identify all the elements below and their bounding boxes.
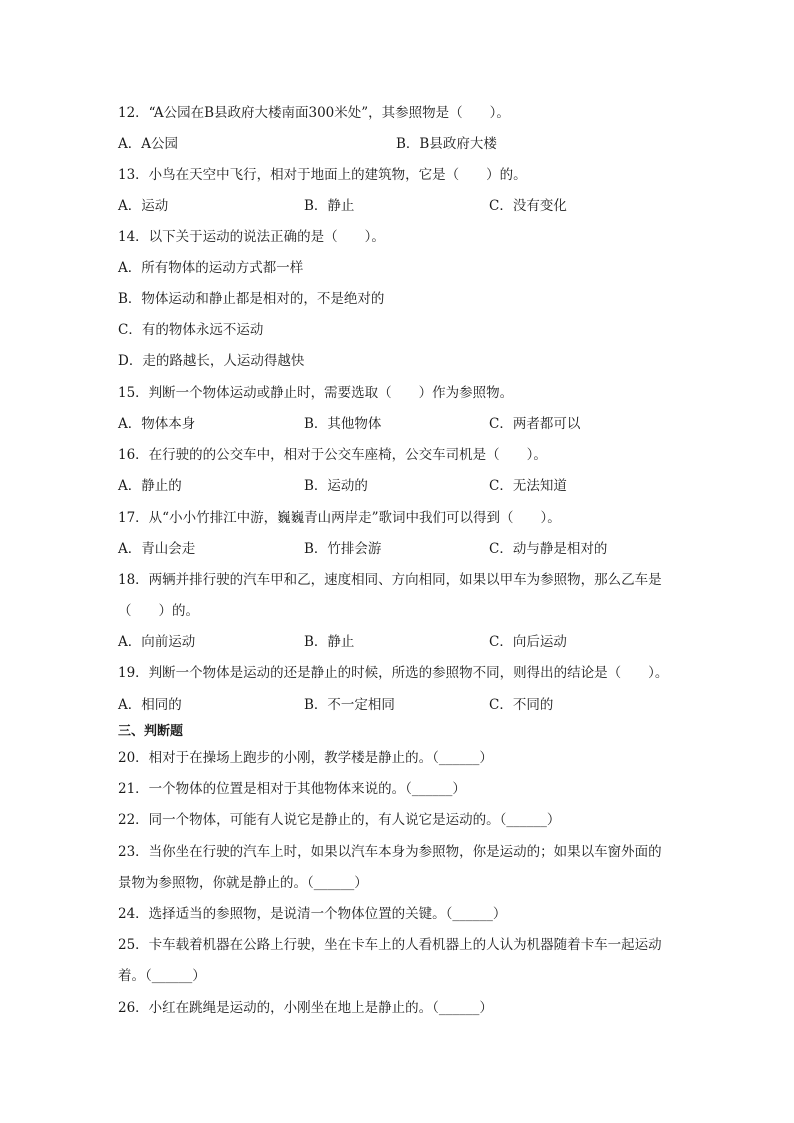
question-12-option-b: B．B县政府大楼 <box>396 136 497 152</box>
question-24: 24．选择适当的参照物，是说清一个物体位置的关键。（______） <box>118 906 507 922</box>
question-16-stem: 16．在行驶的的公交车中，相对于公交车座椅，公交车司机是（ ）。 <box>118 447 547 463</box>
question-14-option-d: D．走的路越长，人运动得越快 <box>118 353 305 369</box>
question-16-option-a: A．静止的 <box>118 478 182 494</box>
question-12-option-a: A．A公园 <box>118 136 178 152</box>
question-13-option-a: A．运动 <box>118 198 169 214</box>
question-26: 26．小红在跳绳是运动的，小刚坐在地上是静止的。（______） <box>118 1000 493 1016</box>
question-15-option-c: C．两者都可以 <box>489 416 581 432</box>
question-21: 21．一个物体的位置是相对于其他物体来说的。（______） <box>118 781 466 797</box>
question-17-option-a: A．青山会走 <box>118 541 196 557</box>
question-22: 22．同一个物体，可能有人说它是静止的，有人说它是运动的。（______） <box>118 812 561 828</box>
question-18-option-c: C．向后运动 <box>489 634 567 650</box>
question-19-option-b: B．不一定相同 <box>304 697 395 713</box>
question-17-option-b: B．竹排会游 <box>304 541 382 557</box>
question-18-stem-line2: （ ）的。 <box>118 603 199 619</box>
question-18-option-b: B．静止 <box>304 634 355 650</box>
question-16-option-c: C．无法知道 <box>489 478 567 494</box>
question-17-stem: 17．从“小小竹排江中游，巍巍青山两岸走”歌词中我们可以得到（ ）。 <box>118 510 561 526</box>
question-14-option-a: A．所有物体的运动方式都一样 <box>118 260 304 276</box>
question-15-option-a: A．物体本身 <box>118 416 196 432</box>
question-15-option-b: B．其他物体 <box>304 416 382 432</box>
question-19-stem: 19．判断一个物体是运动的还是静止的时候，所选的参照物不同，则得出的结论是（ ）。 <box>118 665 669 681</box>
question-25-line1: 25．卡车载着机器在公路上行驶，坐在卡车上的人看机器上的人认为机器随着卡车一起运动 <box>118 937 662 953</box>
question-17-option-c: C．动与静是相对的 <box>489 541 608 557</box>
question-19-option-a: A．相同的 <box>118 697 182 713</box>
question-18-stem-line1: 18．两辆并排行驶的汽车甲和乙，速度相同、方向相同，如果以甲车为参照物，那么乙车是 <box>118 572 662 588</box>
question-16-option-b: B．运动的 <box>304 478 368 494</box>
question-14-option-c: C．有的物体永远不运动 <box>118 322 264 338</box>
question-13-stem: 13．小鸟在天空中飞行，相对于地面上的建筑物，它是（ ）的。 <box>118 167 527 183</box>
section-heading-judgement: 三、判断题 <box>118 724 184 739</box>
question-13-option-c: C．没有变化 <box>489 198 567 214</box>
question-23-line1: 23．当你坐在行驶的汽车上时，如果以汽车本身为参照物，你是运动的；如果以车窗外面的 <box>118 844 662 860</box>
question-19-option-c: C．不同的 <box>489 697 554 713</box>
question-14-option-b: B．物体运动和静止都是相对的，不是绝对的 <box>118 291 385 307</box>
question-15-stem: 15．判断一个物体运动或静止时，需要选取（ ）作为参照物。 <box>118 385 514 401</box>
question-20: 20．相对于在操场上跑步的小刚，教学楼是静止的。（______） <box>118 750 493 766</box>
question-25-line2: 着。（______） <box>118 968 206 984</box>
question-18-option-a: A．向前运动 <box>118 634 196 650</box>
question-12-stem: 12．“A公园在B县政府大楼南面300米处”，其参照物是（ ）。 <box>118 105 510 121</box>
question-14-stem: 14．以下关于运动的说法正确的是（ ）。 <box>118 229 385 245</box>
question-23-line2: 景物为参照物，你就是静止的。（______） <box>118 875 368 891</box>
question-13-option-b: B．静止 <box>304 198 355 214</box>
